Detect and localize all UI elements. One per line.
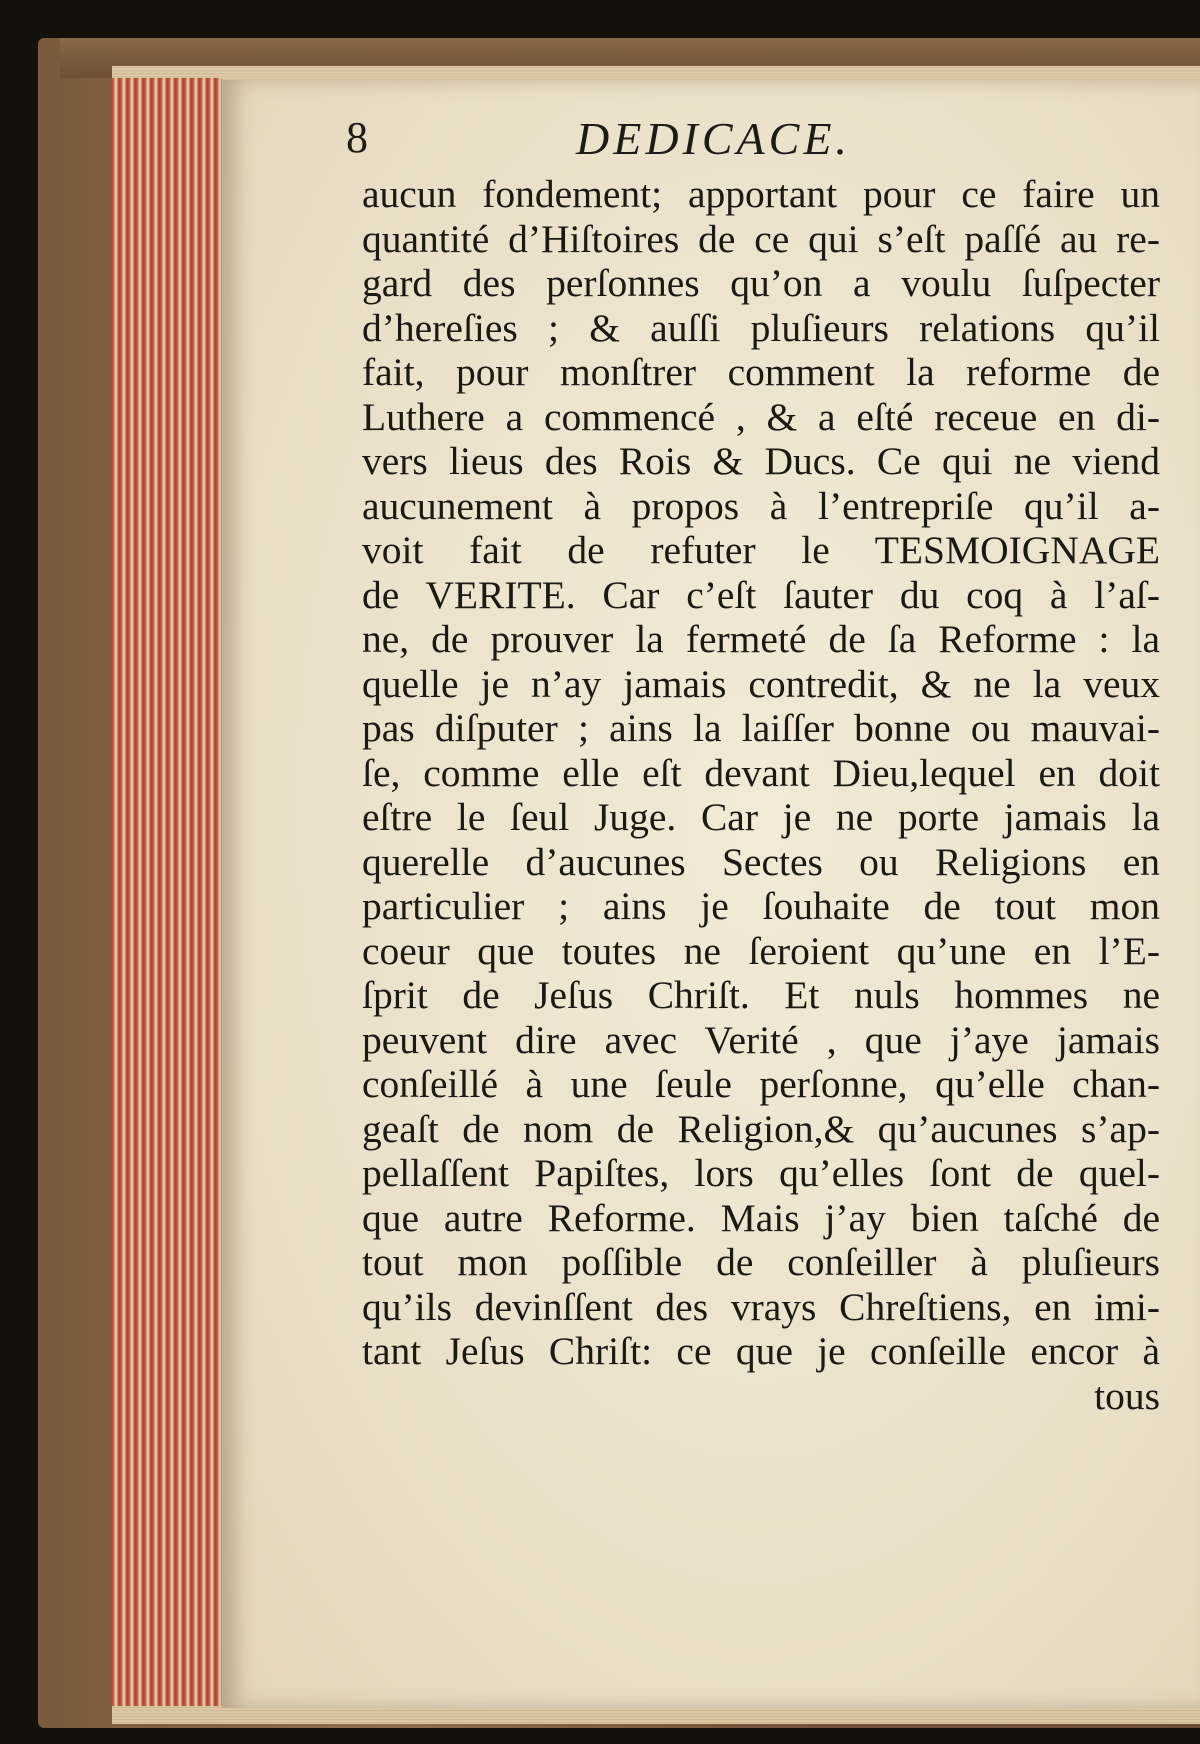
body-text	[362, 172, 1160, 1418]
text-line: qu’ils devinſſent des vrays Chreſtiens, en imi-	[362, 1284, 1160, 1329]
text-line: ne, de prouver la fermeté de ſa Reforme : la	[362, 617, 1160, 661]
text-line: peuvent dire avec Verité , que j’aye jamais	[362, 1017, 1160, 1062]
text-line: ſprit de Jeſus Chriſt. Et nuls hommes ne	[362, 973, 1160, 1017]
page-edges-bottom	[112, 1706, 1200, 1724]
text-line: d’hereſies ; & auſſi pluſieurs relations qu’il	[362, 305, 1160, 350]
text-line: tout mon poſſible de conſeiller à pluſieurs	[362, 1240, 1160, 1284]
catchword: tous	[1094, 1373, 1160, 1418]
text-line: fait, pour monſtrer comment la reforme de	[362, 350, 1160, 394]
text-line: de VERITE. Car c’eſt ſauter du coq à l’aſ-	[362, 572, 1160, 617]
text-line: eſtre le ſeul Juge. Car je ne porte jamais la	[362, 795, 1160, 839]
text-line: que autre Reforme. Mais j’ay bien taſché de	[362, 1195, 1160, 1240]
page-number: 8	[346, 113, 368, 162]
text-line: conſeillé à une ſeule perſonne, qu’elle chan-	[362, 1062, 1160, 1106]
text-line: coeur que toutes ne ſeroient qu’une en l’E-	[362, 928, 1160, 973]
text-line: aucun fondement; apportant pour ce faire un	[362, 172, 1160, 216]
text-line: aucunement à propos à l’entrepriſe qu’il a-	[362, 483, 1160, 528]
text-line: gard des perſonnes qu’on a voulu ſuſpecter	[362, 261, 1160, 305]
text-line: vers lieus des Rois & Ducs. Ce qui ne viend	[362, 439, 1160, 483]
text-line: particulier ; ains je ſouhaite de tout mon	[362, 884, 1160, 928]
text-line: ſe, comme elle eſt devant Dieu,lequel en doit	[362, 750, 1160, 795]
text-line: tant Jeſus Chriſt: ce que je conſeille encor à	[362, 1329, 1160, 1373]
text-line: pas diſputer ; ains la laiſſer bonne ou mauvai-	[362, 706, 1160, 750]
text-line: voit fait de refuter le TESMOIGNAGE	[362, 528, 1160, 572]
running-head: DEDICACE.	[576, 113, 851, 164]
page-header	[338, 112, 1038, 172]
text-line: querelle d’aucunes Sectes ou Religions en	[362, 839, 1160, 884]
text-line: pellaſſent Papiſtes, lors qu’elles ſont de quel-	[362, 1151, 1160, 1195]
text-line: quantité d’Hiſtoires de ce qui s’eſt paſſé au re-	[362, 216, 1160, 261]
text-line: Luthere a commencé , & a eſté receue en di-	[362, 394, 1160, 439]
text-line: geaſt de nom de Religion,& qu’aucunes s’ap-	[362, 1106, 1160, 1151]
page-edges-side	[112, 78, 222, 1718]
text-line: quelle je n’ay jamais contredit, & ne la veux	[362, 661, 1160, 706]
